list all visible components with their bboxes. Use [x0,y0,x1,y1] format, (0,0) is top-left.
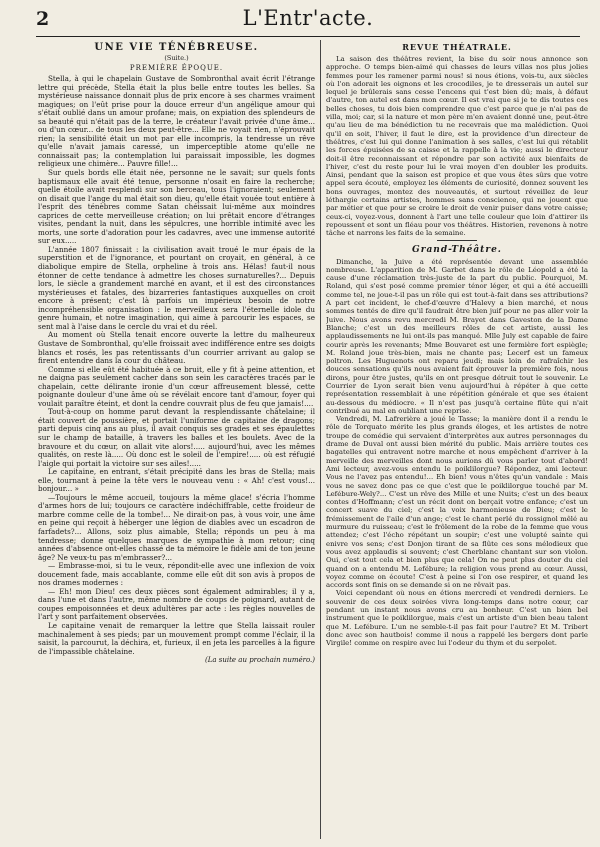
paragraph: Au moment où Stella tenait encore ouverte la lettre du malheureux Gustave de Sombronthal, qu'elle froissait avec indifférence entre ses doigts blancs et rosés, les pas retentissants d'un courrier arrivant au galop se firent entendre dans la cour du château. [38,330,315,366]
paragraph: Le capitaine, en entrant, s'était précipité dans les bras de Stella; mais elle, tournant à peine la tête vers le nouveau venu : « Ah! c'est vous!... bonjour... » [38,467,315,494]
paragraph: L'année 1807 finissait : la civilisation avait troué le mur épais de la superstition et de l'ignorance, et pourtant on croyait, en général, à ce diabolique empire de Stella, orpheline à trois ans. Hélas! faut-il nous étonner de cette tendance à admettre les choses surnaturelles?... Depuis lors, le siècle a grandement marché en avant, et il est des circonstances mystérieuses et fatales, des bizarreries fantastiques auxquelles on croit encore à présent; c'est là parfois un impérieux besoin de notre incompréhensible organisation : le merveilleux sera l'éternelle idole du genre humain, et notre imagination, qui aime à parcourir les espaces, se sent mal à l'aise dans le cercle du vrai et du réel. [38,244,315,331]
paragraph: Comme si elle eût été habituée à ce bruit, elle y fit à peine attention, et ne daigna pas seulement cacher dans son sein les caractères tracés par le chapelain, cette délirante ironie d'un cœur affreusement blessé, cette poignante douleur d'une âme où se révélait encore tant d'amour, foyer qui voulait paraître éteint, et dont la cendre couvrait plus de feu que jamais!.... [38,364,315,408]
section-rule [437,240,477,241]
story-subtitle: (Suite.) [164,54,189,62]
header-rule [36,36,580,37]
paragraph: La saison des théâtres revient, la bise du soir nous annonce son approche. O temps bien-aimé qui chasses de leurs villas nos plus jolies femmes pour les ramener parmi nous! si nous étions, vois-tu, aux siècles où l'on adorait les oignons et les crocodiles, je te dresserais un autel sur lequel je brûlerais sans cesse l'encens qui t'est bien dû; mais, à défaut d'autre, ton autel est dans mon cœur. Il est vrai que si je te dis toutes ces belles choses, tu dois bien comprendre que c'est parce que je n'ai pas de villa, moi; car, si la nature et mon père m'en avaient donné une, peut-être qu'au lieu de ma bénédiction tu ne recevrais que ma malédiction. Quoi qu'il en soit, l'hiver, il faut le dire, est la providence d'un directeur de théâtres, c'est lui qui donne l'animation à ses salles, c'est lui qui rétablit les forces épuisées de sa caisse et la rappelle à la vie; aussi le directeur doit-il être reconnaissant et répondre par son activité aux bienfaits de l'hiver, c'est du reste pour lui le vrai moyen d'en doubler les produits. Ainsi, pendant que la saison est propice et que vous êtes sûrs que votre appel sera écouté, employez les éléments de curiosité, donnez souvent les bons ouvrages, montez des nouveautés, et surtout réveillez de leur léthargie certains artistes, hommes sans conscience, qui ne jouent que par métier et que pour se croire le droit de venir puiser dans votre caisse; ceux-ci, voyez-vous, donnent à l'art une telle couleur que loin d'attirer ils repoussent et sont un fléau pour vos théâtres. Historien, revenons à notre tâche et narrons les faits de la semaine. [326,55,588,238]
paragraph: —Toujours le même accueil, toujours la même glace! s'écria l'homme d'armes hors de lui; toujours ce caractère indéchiffrable, cette froideur de marbre comme celle de la tombe!... Ne dirait-on pas, à vous voir, une âme en peine qui reçoit à héberger une légion de diables avec un escadron de farfadets?... Allons, soiz plus aimable, Stella; réponds un peu à ma tendresse; donne quelques marques de sympathie à mon retour; cinq années d'absence ont-elles chassé de ta mémoire le fidèle ami de ton jeune âge? Ne veux-tu pas m'embrasser?... [38,492,315,562]
story-title: UNE VIE TÉNÉBREUSE. [94,42,259,53]
paragraph: Voici cependant où nous en étions mercredi et vendredi derniers. Le souvenir de ces deux soirées vivra long-temps dans notre cœur, car pendant un instant nous avons cru au bonheur. C'est un bien bel instrument que le poiklilorgue, mais c'est un artiste d'un bien beau talent que M. Lefébure. L'un ne semble-t-il pas fait pour l'autre? Et M. Tribert donc avec son hautbois! comme il nous a rappelé les bergers dont parle Virgile! comme on respire avec lui l'odeur du thym et du serpolet. [326,589,588,648]
story-epoch: PREMIÈRE ÉPOQUE. [129,64,224,72]
paragraph: Sur quels bords elle était née, personne ne le savait; sur quels fonts baptismaux elle avait été tenue, personne n'osait en faire la recherche; quelle étoile avait resplendi sur son berceau, tous l'ignoraient; seulement on disait que l'ange du mal était son dieu, qu'elle était vouée tout entière à l'esprit des ténèbres comme Satan chéissait lui-même aux moindres caprices de cette merveilleuse création; on lui prêtait encore d'étranges visites, pendant la nuit, dans les sépulcres, une horrible intimité avec les morts, une sorte d'adoration pour les cadavres, avec une immense autorité sur eux..... [38,168,315,246]
grand-theatre-title: Grand-Théâtre. [412,244,502,255]
left-column [38,40,315,841]
masthead-title: L'Entr'acte. [242,6,374,30]
paragraph: Stella, à qui le chapelain Gustave de Sombronthal avait écrit l'étrange lettre qui précède, Stella était la plus belle entre toutes les belles. Sa mystérieuse naissance donnait plus de prix encore à ses charmes vraiment magiques; on l'eût prise pour la douce erreur d'un angélique amour qui s'était oublié dans un amour profane; mais, on expiation des splendeurs de sa beauté qui n'était pas de la terre, le créateur l'avait privée d'une âme... ou d'un cœur... de tous les deux peut-être... Elle ne voyait rien, n'éprouvait rien; la sensibilité était un mot par elle incompris, la tendresse un rêve qu'elle n'avait jamais caressé, un imperceptible atome qu'elle ne connaissait pas; la contemplation lui paraissait impossible, les dogmes religieux une chimère... Pauvre fille!... [38,74,315,169]
paragraph: — Eh! mon Dieu! ces deux pièces sont également admirables; il y a, dans l'une et dans l'autre, même nombre de coups de poignard, autant de coupes empoisonnées et deux adultères par acte : les règles nouvelles de l'art y sont parfaitement observées. [38,586,315,622]
right-column [326,40,588,841]
page-header [36,6,580,34]
revue-title: REVUE THÉATRALE. [402,42,512,52]
paragraph: Tout-à-coup on homme parut devant la resplendissante châtelaine; il était couvert de poussière, et portait l'uniforme de capitaine de dragons; parti depuis cinq ans au plus, il avait conquis ses grades et ses épaulettes sur le champ de bataille, à travers les balles et les boulets. Avec de la bravoure et du cœur, on allait vite alors!..... aujourd'hui, avec les mêmes qualités, on reste là..... Où donc est le soleil de l'empire!..... où est réfugié l'aigle qui portait la victoire sur ses ailes!..... [38,407,315,468]
column-divider [320,40,321,839]
paragraph: — Embrasse-moi, si tu le veux, répondit-elle avec une inflexion de voix doucement fade, mais accablante, comme elle eût dit son avis à propos de nos drames modernes : [38,561,315,588]
paragraph: Le capitaine venait de remarquer la lettre que Stella laissait rouler machinalement à ses pieds; par un mouvement prompt comme l'éclair, il la saisit, la parcourut, la déchira, et, furieux, il en jeta les parcelles à la figure de l'impassible châtelaine. [38,621,315,656]
paragraph: Vendredi, M. Lafrerière a joué le Tasse; la manière dont il a rendu le rôle de Torquato mérite les plus grands éloges, et les artistes de notre troupe de comédie qui servaient d'interprètes aux autres personnages du drame de Duval ont aussi bien mérité du public. Mais arrière toutes ces bagatelles qui entravent notre marche et nous empêchent d'arriver à la merveille des merveilles dont nous aurions dû vous parler tout d'abord! Ami lecteur, avez-vous entendu le poiklilorgue? Répondez, ami lecteur. Vous ne l'avez pas entendu!... Eh bien! vous n'êtes qu'un vandale : Mais vous ne savez donc pas ce que c'est que le poiklilorgue touché par M. Lefébure-Wely?... C'est un rêve des Mille et une Nuits; c'est un des beaux contes d'Hoffmann; c'est un récit dont on berçait votre enfance; c'est un concert suave du ciel; c'est la voix harmonieuse de Dieu; c'est le frémissement de l'aile d'un ange; c'est le chant perlé du rossignol mêlé au murmure du ruisseau; c'est le frôlement de la robe de la femme que vous attendez; c'est l'écho répétant un soupir; c'est une volupté sainte qui enivre vos sens; c'est Donjon tirant de sa flûte ces sons mélodieux que vous avez applaudis si souvent; c'est Cherblanc chantant sur son violon. Oui, c'est tout cela et bien plus que cela! On ne peut plus douter du ciel quand on a entendu M. Lefébure; la religion vous prend au cœur. Aussi, voyez comme on écoute! C'est à peine si l'on ose respirer, et quand les accords sont finis on se demande si on ne rêvait pas. [326,415,588,590]
paragraph: Dimanche, la Juive a été représentée devant une assemblée nombreuse. L'apparition de M. Garbet dans le rôle de Léopold a été la cause d'une réclamation très-juste de la part du public. Pourquoi, M. Roland, qui s'est posé comme premier ténor léger, et qui a été accueilli comme tel, ne joue-t-il pas un rôle qui est tout-à-fait dans ses attributions? A part cet incident, le chef-d'œuvre d'Halevy a bien marché, et nous sommes tentés de dire qu'il faudrait être bien juif pour ne pas aller voir la Juive. Nous avons revu mercredi M. Brayet dans Gaveston de la Dame Blanche; c'est un des meilleurs rôles de cet artiste, aussi les applaudissements ne lui ont-ils pas manqué. Mlle July est capable de faire courir après les revenants; Mme Bouvaret est une fermière fort espiègle; M. Roland joue très-bien, mais ne chante pas; Lecerf est un fameux poltron. Les Huguenots ont reparu jeudi; mais loin de rafraîchir les douces sensations qu'ils nous avaient fait éprouver la première fois, nous dirons, pour être justes, qu'ils en ont presque détruit tout le souvenir. Le Courrier de Lyon serait bien venu aujourd'hui à répéter à que cette représentation ressemblait à une répétition générale et que ses étaient au-dessous du médiocre. « Il n'est pas jusqu'à certaine flûte qui n'ait contribué au mal en oubliant une reprise. [326,257,588,415]
continued-note: (La suite au prochain numéro.) [204,656,315,665]
page-number: 2 [36,8,50,30]
